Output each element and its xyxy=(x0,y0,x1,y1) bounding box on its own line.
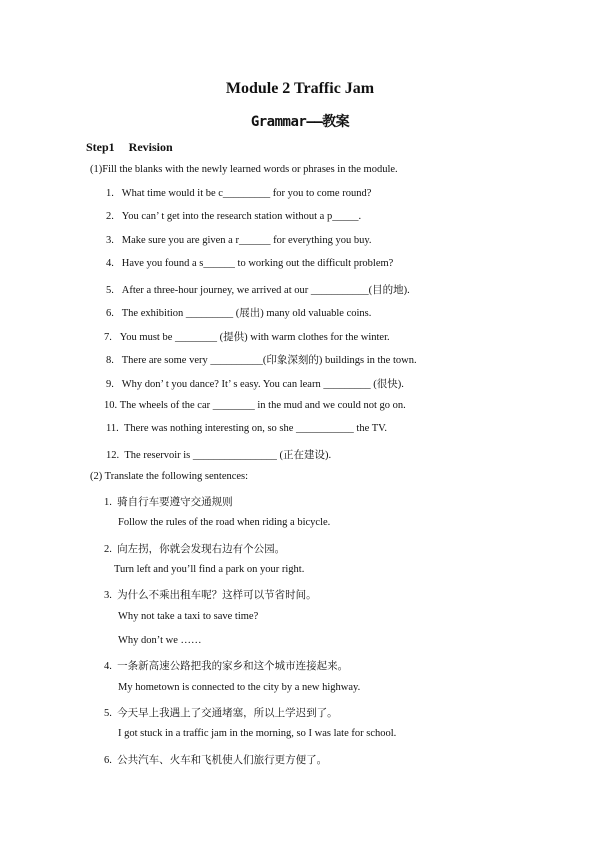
item-number: 9. xyxy=(106,379,114,390)
sentence-english: Follow the rules of the road when riding a bicycle. xyxy=(118,517,331,528)
item-number: 3. xyxy=(106,235,114,246)
item-number: 6. xyxy=(104,755,112,766)
step-heading xyxy=(86,140,173,155)
list-item xyxy=(106,282,410,297)
item-number: 1. xyxy=(104,497,112,508)
sentence-english: Why not take a taxi to save time? xyxy=(118,611,259,622)
list-item xyxy=(106,235,372,246)
item-number: 12. xyxy=(106,450,120,461)
item-number: 6. xyxy=(106,308,114,319)
item-number: 2. xyxy=(106,211,114,222)
sentence-english: I got stuck in a traffic jam in the morning, so I was late for school. xyxy=(118,728,397,739)
chinese-text: 今天早上我遇上了交通堵塞，所以上学迟到了。 xyxy=(117,708,338,719)
sentence-english: My hometown is connected to the city by a new highway. xyxy=(118,682,361,693)
item-number: 8. xyxy=(106,355,114,366)
item-text: The wheels of the car ________ in the mud and we could not go on. xyxy=(119,400,406,411)
item-number: 5. xyxy=(104,708,112,719)
item-number: 10. xyxy=(104,400,118,411)
list-item xyxy=(106,447,331,462)
item-text: What time would it be c_________ for you to come round? xyxy=(121,188,372,199)
sentence-english: Turn left and you’ll find a park on your right. xyxy=(114,564,305,575)
chinese-text: 向左拐，你就会发现右边有个公园。 xyxy=(117,544,286,555)
chinese-text: 为什么不乘出租车呢？这样可以节省时间。 xyxy=(117,590,317,601)
step-label: Step1 xyxy=(86,140,115,154)
list-item xyxy=(106,188,371,199)
item-number: 1. xyxy=(106,188,114,199)
item-number: 4. xyxy=(104,661,112,672)
list-item xyxy=(104,400,406,411)
sentence-chinese xyxy=(104,541,285,556)
list-item xyxy=(104,329,390,344)
item-text: You must be ________ (提供) with warm clothes for the winter. xyxy=(119,332,390,343)
item-text: There was nothing interesting on, so she ___________ the TV. xyxy=(124,423,387,434)
document-subtitle: Grammar——教案 xyxy=(250,114,350,130)
sentence-english: Why don’t we …… xyxy=(118,635,202,646)
chinese-text: 一条新高速公路把我的家乡和这个城市连接起来。 xyxy=(117,661,349,672)
chinese-text: 骑自行车要遵守交通规则 xyxy=(117,497,233,508)
item-number: 4. xyxy=(106,258,114,269)
list-item xyxy=(106,423,387,434)
item-text: Why don’ t you dance? It’ s easy. You can learn _________ (很快). xyxy=(121,379,404,390)
chinese-text: 公共汽车、火车和飞机使人们旅行更方便了。 xyxy=(117,755,328,766)
sentence-chinese xyxy=(104,587,317,602)
item-text: The reservoir is ________________ (正在建设). xyxy=(124,450,332,461)
item-number: 2. xyxy=(104,544,112,555)
item-text: There are some very __________(印象深刻的) buildings in the town. xyxy=(121,355,417,366)
item-text: Have you found a s______ to working out the difficult problem? xyxy=(121,258,394,269)
sentence-chinese xyxy=(104,705,338,720)
step-name: Revision xyxy=(128,140,173,154)
item-text: Make sure you are given a r______ for everything you buy. xyxy=(121,235,372,246)
sentence-chinese xyxy=(104,658,348,673)
list-item xyxy=(106,211,361,222)
item-number: 11. xyxy=(106,423,119,434)
list-item xyxy=(106,258,393,269)
part2-instruction: (2) Translate the following sentences: xyxy=(90,471,249,482)
list-item xyxy=(106,376,404,391)
sentence-chinese xyxy=(104,494,233,509)
part1-instruction: (1)Fill the blanks with the newly learned words or phrases in the module. xyxy=(90,164,398,175)
list-item xyxy=(106,305,371,320)
item-text: The exhibition _________ (展出) many old valuable coins. xyxy=(121,308,372,319)
list-item xyxy=(106,352,417,367)
item-text: You can’ t get into the research station without a p_____. xyxy=(121,211,362,222)
sentence-chinese xyxy=(104,752,327,767)
item-number: 7. xyxy=(104,332,112,343)
item-number: 3. xyxy=(104,590,112,601)
item-text: After a three-hour journey, we arrived at our ___________(目的地). xyxy=(121,285,410,296)
document-title: Module 2 Traffic Jam xyxy=(225,80,375,97)
item-number: 5. xyxy=(106,285,114,296)
